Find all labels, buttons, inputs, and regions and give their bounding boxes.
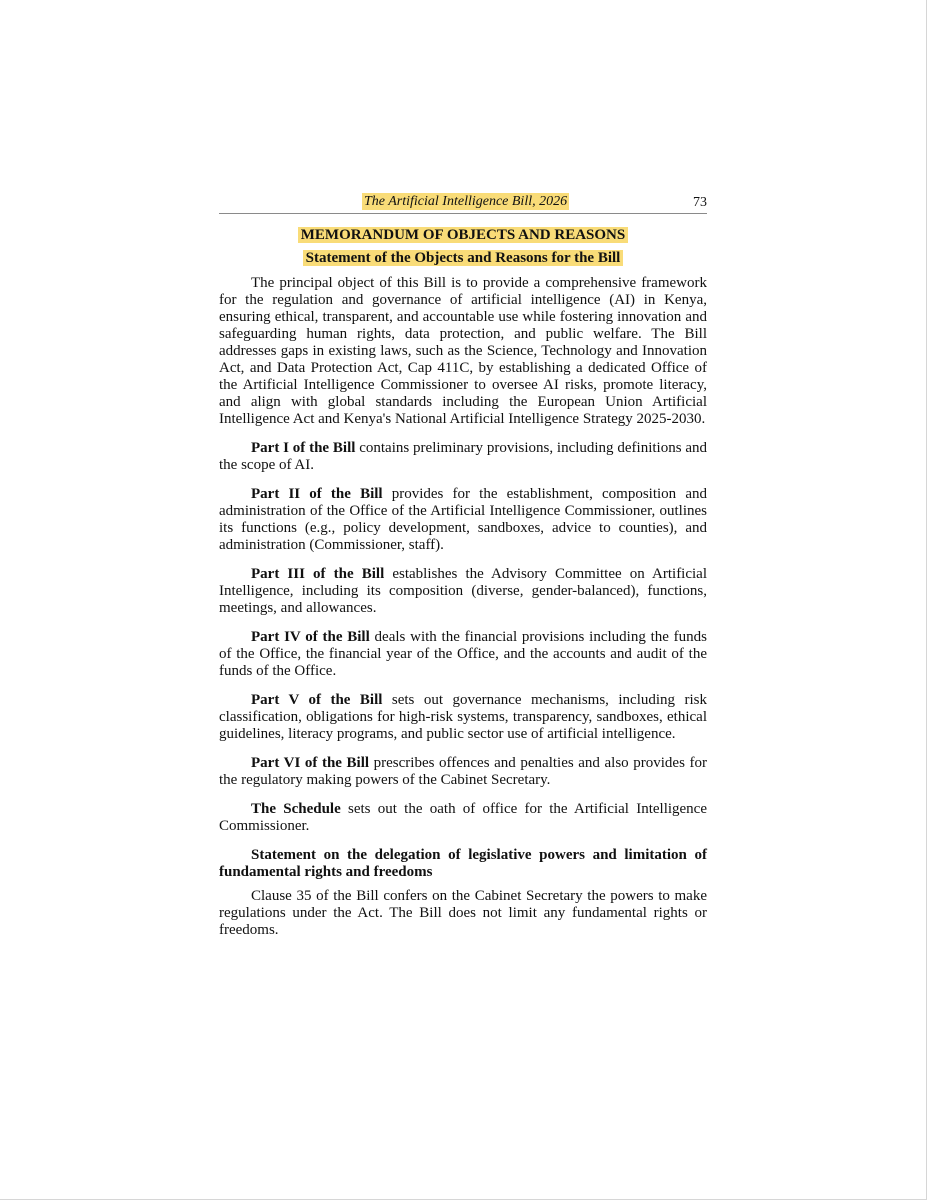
part-paragraph: [219, 486, 707, 554]
part-label: Part I of the Bill: [251, 440, 356, 456]
running-title: The Artificial Intelligence Bill, 2026: [364, 194, 568, 209]
part-label: Part II of the Bill: [251, 486, 383, 502]
part-label: Part IV of the Bill: [251, 629, 370, 645]
running-header: [219, 192, 707, 214]
memorandum-heading-text: MEMORANDUM OF OBJECTS AND REASONS: [298, 227, 628, 243]
part-paragraph: [219, 755, 707, 789]
delegation-paragraph: Clause 35 of the Bill confers on the Cabinet Secretary the powers to make regulations under the Act. The Bill does not limit any fundamental rights or freedoms.: [219, 888, 707, 938]
part-label: Part VI of the Bill: [251, 755, 370, 771]
part-text: sets out governance mechanisms, including risk classification, obligations for high-risk systems, transparency, sandboxes, ethical guidelines, literacy programs, and public sector use of artificial intelligence.: [219, 692, 707, 742]
part-label: Part V of the Bill: [251, 692, 383, 708]
intro-paragraph: The principal object of this Bill is to provide a comprehensive framework for the regulation and governance of artificial intelligence (AI) in Kenya, ensuring ethical, transparent, and accountable use while fostering innovation and safeguarding human rights, data protection, and public welfare. The Bill addresses gaps in existing laws, such as the Science, Technology and Innovation Act, and Data Protection Act, Cap 411C, by establishing a dedicated Office of the Artificial Intelligence Commissioner to oversee AI risks, promote literacy, and align with global standards including the European Union Artificial Intelligence Act and Kenya's National Artificial Intelligence Strategy 2025-2030.: [219, 275, 707, 427]
schedule-paragraph: [219, 801, 707, 835]
part-text: contains preliminary provisions, including definitions and the scope of AI.: [219, 440, 708, 473]
part-paragraph: [219, 629, 707, 680]
part-text: deals with the financial provisions including the funds of the Office, the financial year of the Office, and the accounts and audit of the funds of the Office.: [219, 629, 708, 679]
part-paragraph: [219, 692, 707, 743]
part-text: establishes the Advisory Committee on Artificial Intelligence, including its composition (diverse, gender-balanced), functions, meetings, and allowances.: [219, 566, 708, 616]
part-paragraph: [219, 440, 707, 474]
part-text: prescribes offences and penalties and also provides for the regulatory making powers of the Cabinet Secretary.: [219, 755, 707, 788]
part-text: provides for the establishment, composition and administration of the Office of the Artificial Intelligence Commissioner, outlines its functions (e.g., policy development, sandboxes, advice to counties), and administration (Commissioner, staff).: [219, 486, 707, 553]
part-label: Part III of the Bill: [251, 566, 385, 582]
memorandum-heading: [219, 225, 707, 245]
statement-heading-text: Statement of the Objects and Reasons for the Bill: [303, 250, 624, 266]
delegation-heading: Statement on the delegation of legislative powers and limitation of fundamental rights and freedoms: [219, 847, 707, 880]
statement-heading: [219, 248, 707, 268]
page-number: 73: [693, 195, 707, 210]
schedule-label: The Schedule: [251, 801, 341, 817]
page-content: [219, 192, 707, 951]
part-paragraph: [219, 566, 707, 617]
schedule-text: sets out the oath of office for the Artificial Intelligence Commissioner.: [219, 801, 707, 834]
